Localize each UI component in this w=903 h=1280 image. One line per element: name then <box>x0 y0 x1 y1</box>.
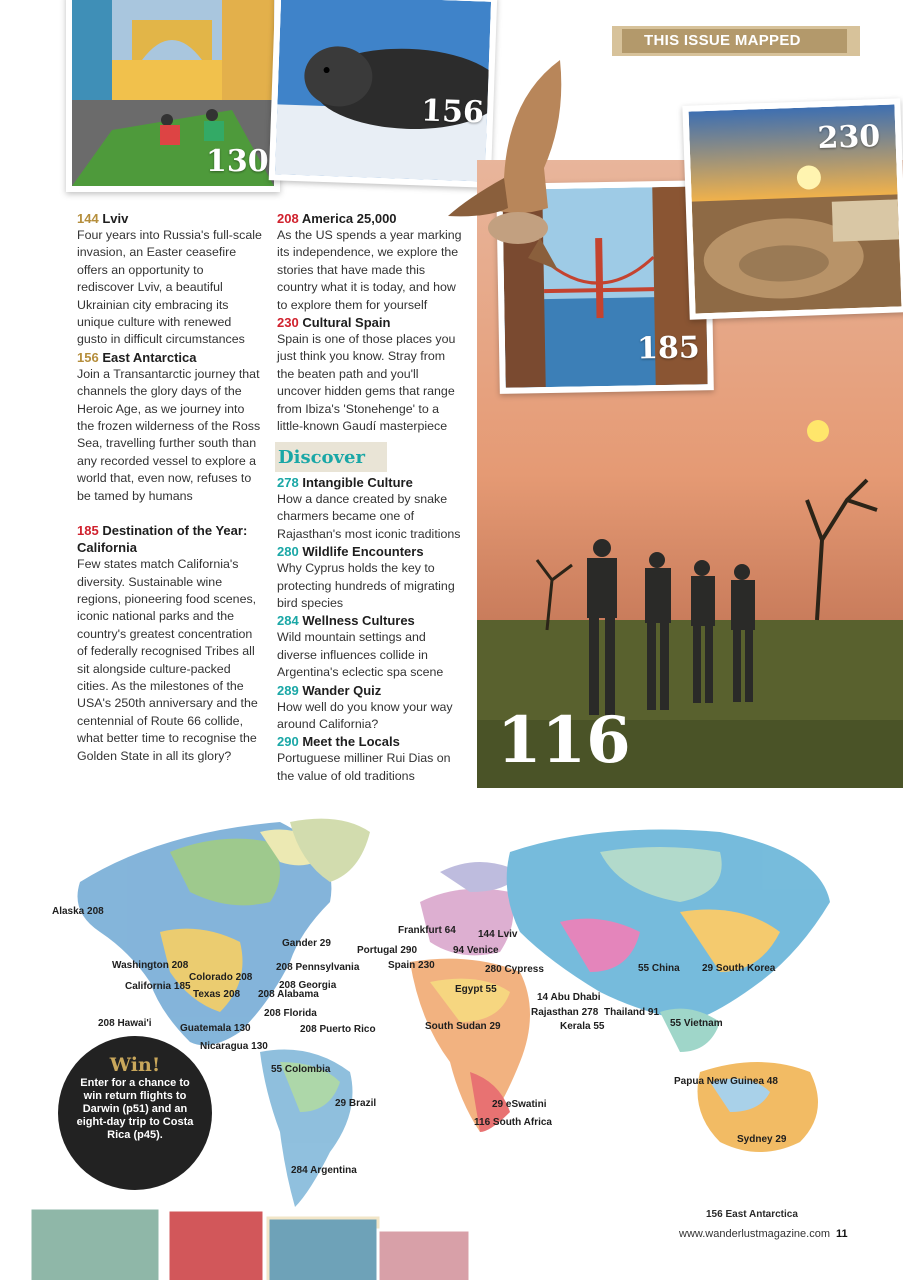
entry-page-number: 284 <box>277 613 299 629</box>
entry-america-25000 <box>277 210 463 314</box>
win-competition-badge[interactable] <box>58 1036 212 1190</box>
left-column <box>77 210 263 765</box>
map-label-brazil: 29 Brazil <box>335 1098 377 1109</box>
website-link[interactable]: www.wanderlustmagazine.com <box>679 1228 831 1240</box>
footer <box>679 1228 848 1240</box>
map-label-frankfurt: Frankfurt 64 <box>398 925 456 936</box>
map-label-argentina: 284 Argentina <box>291 1165 357 1176</box>
discover-item <box>277 474 465 543</box>
entry-california <box>77 522 263 765</box>
map-label-sydney: Sydney 29 <box>737 1134 787 1145</box>
discover-heading-box <box>275 442 387 472</box>
entry-title: Wander Quiz <box>302 682 382 698</box>
entry-page-number: 290 <box>277 734 299 750</box>
entry-page-number: 156 <box>77 349 99 365</box>
right-column <box>277 210 463 435</box>
map-label-thailand: Thailand 91 <box>604 1007 660 1018</box>
photo-guatemala <box>66 0 280 192</box>
discover-heading: Discover <box>278 447 365 468</box>
entry-body: Spain is one of those places you just think you know. Stray from the beaten path and you'll uncover hidden gems that range from Ibiza's 'Stonehenge' to a little-known Gaudí masterpiece <box>277 332 456 434</box>
entry-page-number: 144 <box>77 211 99 226</box>
entry-title: Cultural Spain <box>302 315 391 331</box>
entry-page-number: 208 <box>277 211 299 226</box>
map-label-puerto-rico: 208 Puerto Rico <box>300 1024 376 1035</box>
photo-page-156: 156 <box>420 93 485 131</box>
entry-body: Four years into Russia's full-scale invasion, an Easter ceasefire offers an opportunity to rediscover Lviv, a beautiful Ukrainian city embracing its unique culture with renewed gusto in difficult circumstances <box>77 228 262 347</box>
entry-page-number: 230 <box>277 315 299 331</box>
map-label-colombia: 55 Colombia <box>271 1064 331 1075</box>
map-label-hawaii: 208 Hawai'i <box>98 1018 152 1029</box>
entry-body: Join a Transantarctic journey that channels the glory days of the Heroic Age, as we journey into the frozen wilderness of the Ross Sea, travelling further south than any recorded vessel to explore a world that, even now, refuses to be tamed by humans <box>77 366 261 503</box>
discover-item <box>277 733 465 785</box>
map-label-pennsylvania: 208 Pennsylvania <box>276 962 360 973</box>
entry-body: Few states match California's diversity. Sustainable wine regions, pioneering food scenes, iconic national parks and the country's greatest concentration of federally recognised Tribes all sit alongside culture-packed cities. As the milestones of the USA's 250th anniversary and the centennial of Route 66 collide, what better time to recognise the Golden State in all its glory? <box>77 557 258 763</box>
map-label-alabama: 208 Alabama <box>258 989 319 1000</box>
map-label-spain: Spain 230 <box>388 960 435 971</box>
map-label-rajasthan: Rajasthan 278 <box>531 1007 599 1018</box>
entry-page-number: 185 <box>77 523 99 539</box>
photo-page-116: 116 <box>497 703 631 778</box>
map-label-california: California 185 <box>125 981 191 992</box>
map-label-portugal: Portugal 290 <box>357 945 418 956</box>
map-label-texas: Texas 208 <box>193 989 241 1000</box>
entry-body: Why Cyprus holds the key to protecting hundreds of migrating bird species <box>277 561 455 611</box>
entry-page-number: 278 <box>277 475 299 490</box>
discover-item <box>277 543 465 612</box>
map-label-east-antarctica: 156 East Antarctica <box>706 1209 798 1220</box>
entry-body: As the US spends a year marking its independence, we explore the stories that have made this country what it is today, and how to explore them for yourself <box>277 228 462 312</box>
map-label-cypress: 280 Cypress <box>485 964 544 975</box>
map-label-florida: 208 Florida <box>264 1008 317 1019</box>
map-label-colorado: Colorado 208 <box>189 972 253 983</box>
page-number: 11 <box>836 1228 848 1240</box>
entry-body: Wild mountain settings and diverse influences collide in Argentina's eclectic spa scene <box>277 630 444 680</box>
entry-body: How a dance created by snake charmers became one of Rajasthan's most iconic traditions <box>277 492 461 541</box>
photo-page-185: 185 <box>636 330 701 367</box>
map-label-gander: Gander 29 <box>282 938 331 949</box>
map-label-nicaragua: Nicaragua 130 <box>200 1041 268 1052</box>
entry-title: Intangible Culture <box>302 475 413 490</box>
entry-lviv <box>77 210 263 349</box>
photo-page-130: 130 <box>206 144 269 179</box>
entry-body: Portuguese milliner Rui Dias on the value of old traditions <box>277 751 451 783</box>
map-label-south-sudan: South Sudan 29 <box>425 1021 501 1032</box>
entry-body: How well do you know your way around California? <box>277 699 453 732</box>
map-label-venice: 94 Venice <box>453 945 499 956</box>
entry-page-number: 289 <box>277 682 299 698</box>
discover-item <box>277 612 465 681</box>
map-label-south-africa: 116 South Africa <box>474 1117 552 1128</box>
map-label-guatemala: Guatemala 130 <box>180 1023 251 1034</box>
entry-cultural-spain <box>277 314 463 435</box>
entry-title: East Antarctica <box>102 349 197 365</box>
photo-page-230: 230 <box>816 118 881 157</box>
discover-item <box>277 682 465 734</box>
map-label-washington: Washington 208 <box>112 960 189 971</box>
entry-title: Destination of the Year: California <box>77 523 248 556</box>
entry-title: Lviv <box>102 211 129 226</box>
win-description: Enter for a chance to win return flights to Darwin (p51) and an eight-day trip to Costa Rica (p45). <box>76 1077 194 1141</box>
map-label-abu-dhabi: 14 Abu Dhabi <box>537 992 601 1003</box>
entry-title: Wellness Cultures <box>302 613 415 629</box>
issue-mapped-label <box>612 26 860 56</box>
map-label-china: 55 China <box>638 963 680 974</box>
entry-east-antarctica <box>77 349 263 505</box>
entry-page-number: 280 <box>277 544 299 560</box>
map-label-papua-new-guinea: Papua New Guinea 48 <box>674 1076 778 1087</box>
discover-column <box>277 474 465 785</box>
map-label-kerala: Kerala 55 <box>560 1021 605 1032</box>
photo-spain <box>682 98 903 319</box>
map-label-south-korea: 29 South Korea <box>702 963 776 974</box>
map-label-vietnam: 55 Vietnam <box>670 1018 723 1029</box>
map-label-lviv: 144 Lviv <box>478 929 518 940</box>
entry-title: Meet the Locals <box>302 734 400 750</box>
map-label-alaska: Alaska 208 <box>52 906 104 917</box>
map-label-eswatini: 29 eSwatini <box>492 1099 547 1110</box>
entry-title: America 25,000 <box>301 211 397 226</box>
win-title: Win! <box>109 1054 161 1076</box>
issue-mapped-text: THIS ISSUE MAPPED <box>644 32 801 49</box>
map-label-egypt: Egypt 55 <box>455 984 497 995</box>
entry-title: Wildlife Encounters <box>302 544 424 560</box>
stamps-decoration <box>0 1200 480 1280</box>
hawk-image <box>448 58 578 273</box>
map-label-georgia: 208 Georgia <box>279 980 337 991</box>
